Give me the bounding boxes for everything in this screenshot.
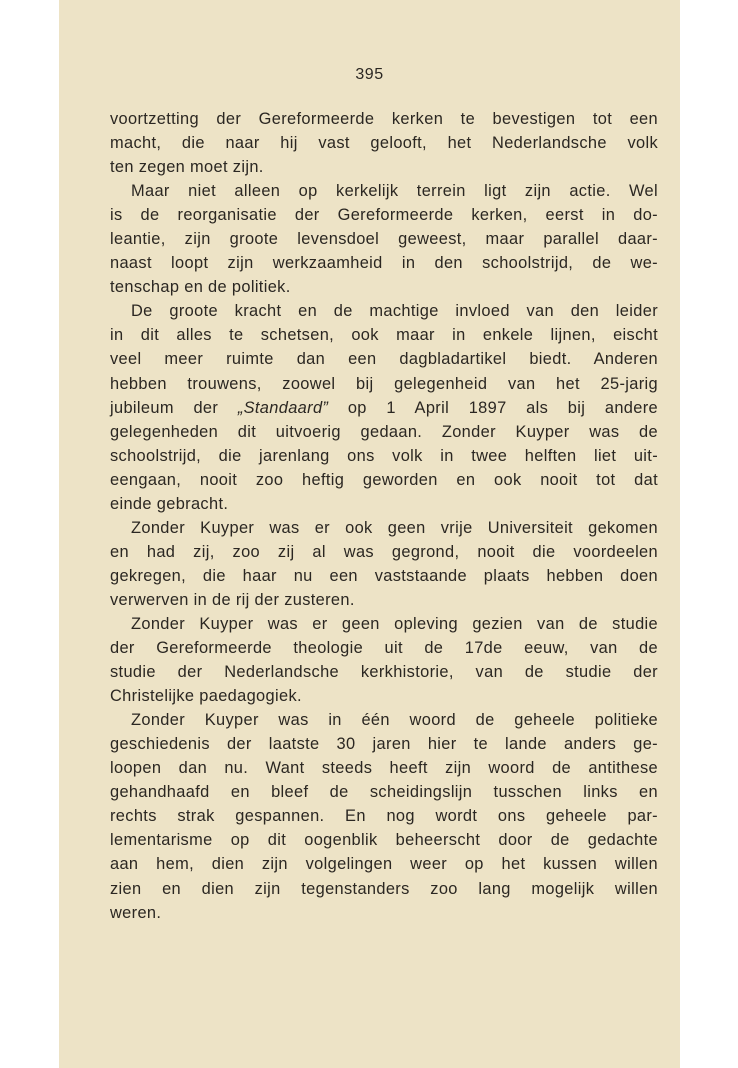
paragraph xyxy=(110,516,658,612)
text-line xyxy=(110,396,658,420)
text-line: en had zij, zoo zij al was gegrond, nooit die voordeelen xyxy=(110,542,658,561)
text-line: in dit alles te schetsen, ook maar in enkele lijnen, eischt xyxy=(110,326,658,345)
text-line: is de reorganisatie der Gereformeerde kerken, eerst in do- xyxy=(110,206,658,225)
text-line: hebben trouwens, zoowel bij gelegenheid van het 25-jarig xyxy=(110,374,658,393)
text-line: verwerven in de rij der zusteren. xyxy=(110,590,355,609)
book-page xyxy=(59,0,680,1068)
paragraph xyxy=(110,179,658,299)
text-line: zien en dien zijn tegenstanders zoo lang mogelijk willen xyxy=(110,879,658,898)
paragraph xyxy=(110,299,658,515)
text-line: gelegenheden dit uitvoerig gedaan. Zonder Kuyper was de xyxy=(110,422,658,441)
text-segment: jubileum der xyxy=(110,398,238,417)
text-line: gekregen, die haar nu een vaststaande plaats hebben doen xyxy=(110,566,658,585)
text-line: Maar niet alleen op kerkelijk terrein ligt zijn actie. Wel xyxy=(131,182,658,201)
text-line: Zonder Kuyper was er geen opleving gezien van de studie xyxy=(131,614,658,633)
text-line: Zonder Kuyper was er ook geen vrije Universiteit gekomen xyxy=(131,518,658,537)
text-line: macht, die naar hij vast gelooft, het Nederlandsche volk xyxy=(110,134,658,153)
text-line: schoolstrijd, die jarenlang ons volk in twee helften liet uit- xyxy=(110,446,658,465)
text-line: eengaan, nooit zoo heftig geworden en ook nooit tot dat xyxy=(110,470,658,489)
text-line: Christelijke paedagogiek. xyxy=(110,687,302,706)
text-line: leantie, zijn groote levensdoel geweest, maar parallel daar- xyxy=(110,230,658,249)
text-line: lementarisme op dit oogenblik beheerscht door de gedachte xyxy=(110,831,658,850)
text-line: voortzetting der Gereformeerde kerken te bevestigen tot een xyxy=(110,110,658,128)
text-line: Zonder Kuyper was in één woord de geheele politieke xyxy=(131,711,658,730)
text-line: weren. xyxy=(110,903,162,922)
newspaper-title: „Standaard” xyxy=(237,398,329,417)
paragraph xyxy=(110,612,658,708)
body-text xyxy=(110,107,658,925)
text-line: gehandhaafd en bleef de scheidingslijn tusschen links en xyxy=(110,783,658,802)
text-line: veel meer ruimte dan een dagbladartikel biedt. Anderen xyxy=(110,350,658,369)
paragraph xyxy=(110,107,658,179)
page-number: 395 xyxy=(355,66,384,83)
text-line: tenschap en de politiek. xyxy=(110,278,291,297)
text-line: De groote kracht en de machtige invloed van den leider xyxy=(131,302,658,321)
text-line: der Gereformeerde theologie uit de 17de eeuw, van de xyxy=(110,639,658,658)
paragraph xyxy=(110,708,658,924)
text-line: einde gebracht. xyxy=(110,494,229,513)
text-segment: op 1 April 1897 als bij andere xyxy=(328,398,658,417)
text-line: aan hem, dien zijn volgelingen weer op het kussen willen xyxy=(110,855,658,874)
text-line: rechts strak gespannen. En nog wordt ons geheele par- xyxy=(110,807,658,826)
text-line: loopen dan nu. Want steeds heeft zijn woord de antithese xyxy=(110,759,658,778)
text-line: geschiedenis der laatste 30 jaren hier te lande anders ge- xyxy=(110,735,658,754)
text-line: studie der Nederlandsche kerkhistorie, van de studie der xyxy=(110,663,658,682)
text-line: naast loopt zijn werkzaamheid in den schoolstrijd, de we- xyxy=(110,254,658,273)
text-line: ten zegen moet zijn. xyxy=(110,158,264,177)
